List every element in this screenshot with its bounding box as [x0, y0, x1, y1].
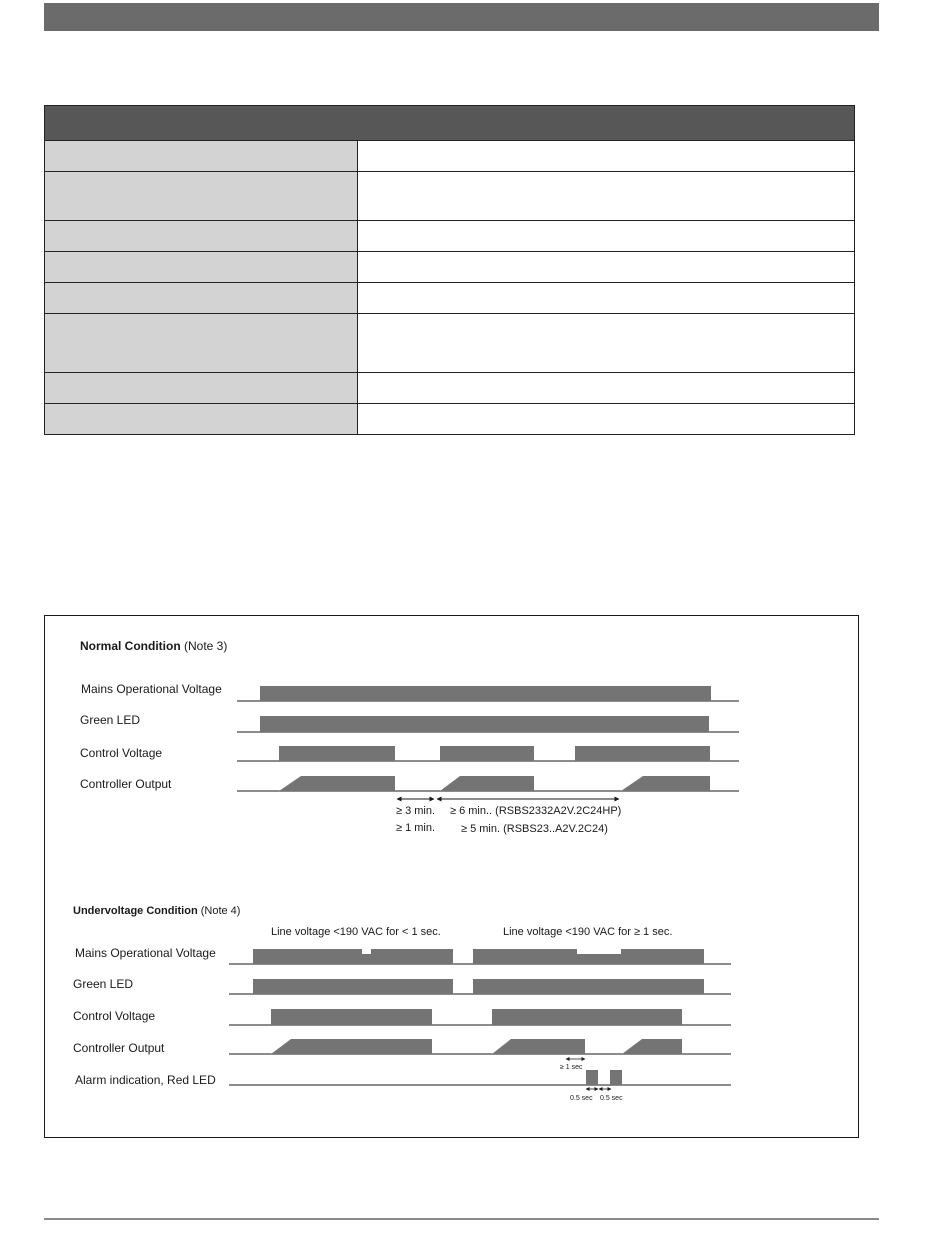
uv-mains-pulse-dip-long	[473, 949, 704, 964]
normal-led-pulse	[260, 716, 709, 732]
uv-label-controller-output: Controller Output	[73, 1041, 165, 1055]
normal-output-ramp	[621, 776, 710, 791]
normal-control-pulse	[440, 746, 534, 761]
uv-label-control-voltage: Control Voltage	[73, 1009, 156, 1023]
uv-label-mains: Mains Operational Voltage	[75, 946, 216, 960]
normal-title-bold: Normal Condition	[80, 639, 181, 653]
normal-label-green-led: Green LED	[80, 713, 141, 727]
normal-control-pulse	[575, 746, 710, 761]
row-value	[358, 404, 855, 435]
uv-control-pulse	[271, 1009, 432, 1025]
uv-label-alarm: Alarm indication, Red LED	[75, 1073, 216, 1087]
row-value	[358, 252, 855, 283]
row-value	[358, 221, 855, 252]
normal-label-controller-output: Controller Output	[80, 777, 172, 791]
normal-time-5min: ≥ 5 min. (RSBS23..A2V.2C24)	[461, 823, 608, 835]
uv-alarm-pulse	[610, 1070, 622, 1085]
row-label	[45, 283, 358, 314]
spec-table-header	[45, 106, 855, 141]
normal-time-3min: ≥ 3 min.	[396, 805, 436, 817]
normal-label-control-voltage: Control Voltage	[80, 746, 163, 760]
footer-rule	[44, 1218, 879, 1220]
row-value	[358, 283, 855, 314]
timing-diagram	[44, 615, 859, 1138]
row-value	[358, 172, 855, 221]
row-label	[45, 141, 358, 172]
table-row	[45, 283, 855, 314]
table-row	[45, 314, 855, 373]
normal-time-6min: ≥ 6 min.. (RSBS2332A2V.2C24HP)	[450, 805, 622, 817]
spec-table	[44, 105, 855, 435]
uv-led-pulse	[253, 979, 453, 994]
normal-label-mains: Mains Operational Voltage	[81, 682, 222, 696]
uv-led-pulse	[473, 979, 704, 994]
row-value	[358, 141, 855, 172]
table-row	[45, 373, 855, 404]
uv-mains-pulse-dip-short	[253, 949, 453, 964]
row-value	[358, 314, 855, 373]
undervoltage-condition-title	[73, 905, 240, 917]
row-label	[45, 221, 358, 252]
header-bar	[44, 3, 879, 31]
undervoltage-line-short: Line voltage <190 VAC for < 1 sec.	[271, 926, 441, 938]
normal-control-pulse	[279, 746, 395, 761]
row-value	[358, 373, 855, 404]
undervoltage-line-long: Line voltage <190 VAC for ≥ 1 sec.	[503, 926, 673, 938]
row-label	[45, 314, 358, 373]
uv-output-ramp	[622, 1039, 682, 1054]
table-row	[45, 221, 855, 252]
timing-diagram-svg	[45, 616, 860, 1139]
uv-output-ramp	[271, 1039, 432, 1054]
undervoltage-title-note: (Note 4)	[197, 905, 241, 917]
table-row	[45, 172, 855, 221]
row-label	[45, 252, 358, 283]
uv-alarm-delay-label: ≥ 1 sec	[560, 1064, 583, 1071]
uv-control-pulse	[492, 1009, 682, 1025]
uv-alarm-pulse	[586, 1070, 598, 1085]
row-label	[45, 172, 358, 221]
row-label	[45, 404, 358, 435]
row-label	[45, 373, 358, 404]
normal-mains-pulse	[260, 686, 711, 701]
normal-condition-title	[80, 639, 227, 653]
uv-pulse-label: 0.5 sec	[600, 1095, 623, 1102]
table-row	[45, 404, 855, 435]
uv-output-ramp	[492, 1039, 585, 1054]
normal-title-note: (Note 3)	[180, 639, 228, 653]
uv-pulse-label: 0.5 sec	[570, 1095, 593, 1102]
uv-label-green-led: Green LED	[73, 977, 134, 991]
normal-time-1min: ≥ 1 min.	[396, 822, 436, 834]
undervoltage-title-bold: Undervoltage Condition	[73, 905, 198, 917]
normal-output-ramp	[279, 776, 395, 791]
table-row	[45, 252, 855, 283]
normal-output-ramp	[440, 776, 534, 791]
table-row	[45, 141, 855, 172]
